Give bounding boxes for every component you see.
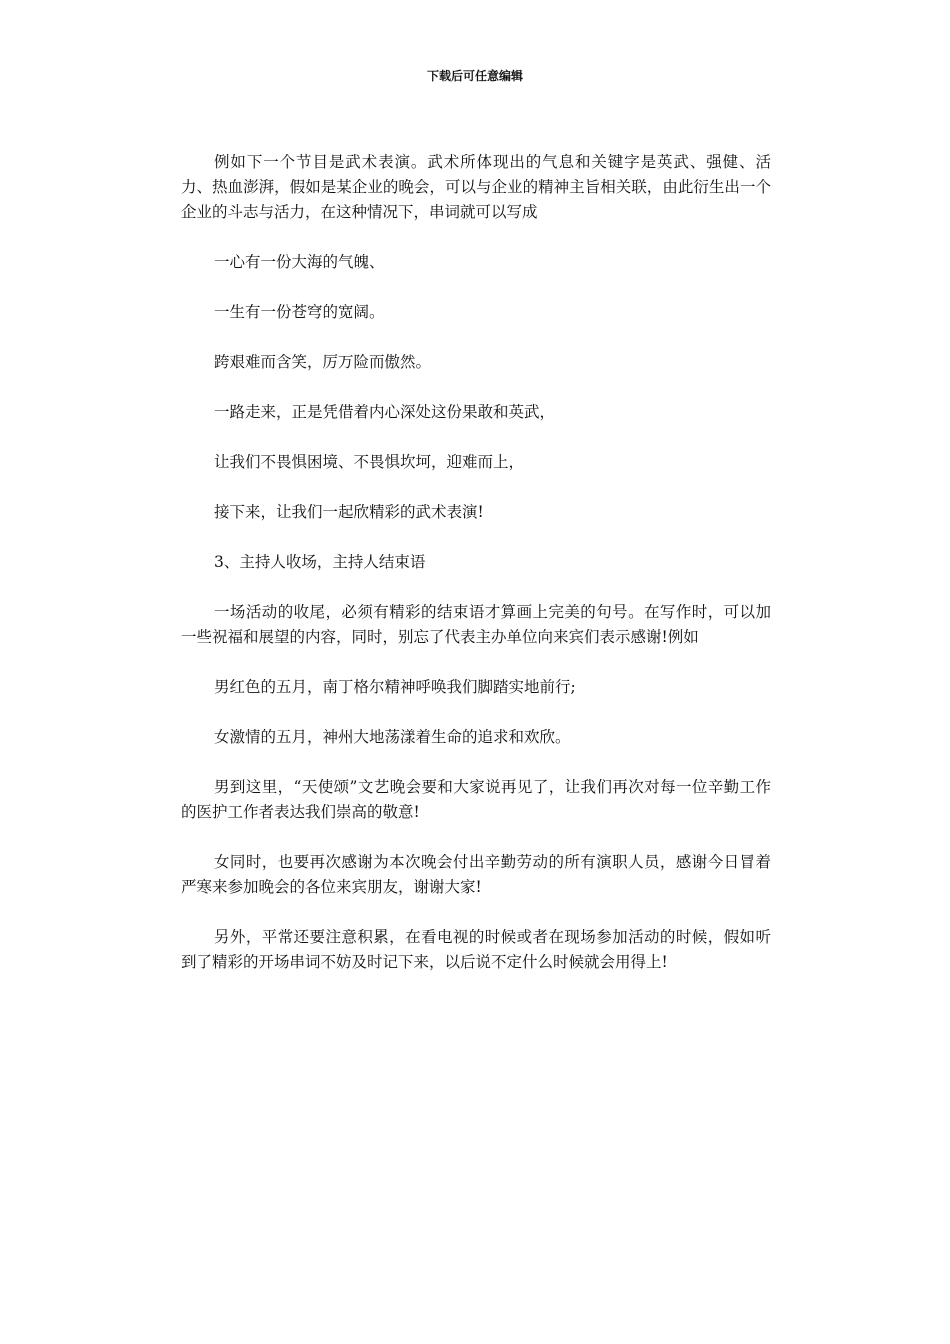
page-header: 下载后可任意编辑 bbox=[426, 69, 523, 83]
paragraph-verse-1: 一心有一份大海的气魄、 bbox=[214, 253, 385, 271]
document-body bbox=[181, 150, 771, 1000]
paragraph-male-host-2: 男到这里，“天使颂”文艺晚会要和大家说再见了，让我们再次对每一位辛勤工作的医护工作者表达我们崇高的敬意! bbox=[181, 778, 771, 821]
section-heading-closing: 3、主持人收场，主持人结束语 bbox=[214, 553, 426, 571]
paragraph-verse-5: 让我们不畏惧困境、不畏惧坎坷，迎难而上， bbox=[214, 453, 525, 471]
paragraph-verse-6: 接下来，让我们一起欣精彩的武术表演! bbox=[214, 503, 484, 521]
paragraph-female-host-2: 女同时，也要再次感谢为本次晚会付出辛勤劳动的所有演职人员，感谢今日冒着严寒来参加晚会的各位来宾朋友，谢谢大家! bbox=[181, 853, 771, 896]
paragraph-verse-4: 一路走来，正是凭借着内心深处这份果敢和英武， bbox=[214, 403, 556, 421]
paragraph-male-host-1: 男红色的五月，南丁格尔精神呼唤我们脚踏实地前行; bbox=[214, 678, 576, 696]
paragraph-female-host-1: 女激情的五月，神州大地荡漾着生命的追求和欢欣。 bbox=[214, 728, 571, 746]
paragraph-tips: 另外，平常还要注意积累，在看电视的时候或者在现场参加活动的时候，假如听到了精彩的开场串词不妨及时记下来，以后说不定什么时候就会用得上! bbox=[181, 928, 771, 971]
paragraph-martial-arts-intro: 例如下一个节目是武术表演。武术所体现出的气息和关键字是英武、强健、活力、热血澎湃，假如是某企业的晚会，可以与企业的精神主旨相关联，由此衍生出一个企业的斗志与活力，在这种情况下，串词就可以写成 bbox=[181, 153, 771, 221]
paragraph-closing-intro: 一场活动的收尾，必须有精彩的结束语才算画上完美的句号。在写作时，可以加一些祝福和展望的内容，同时，别忘了代表主办单位向来宾们表示感谢!例如 bbox=[181, 603, 771, 646]
paragraph-verse-2: 一生有一份苍穹的宽阔。 bbox=[214, 303, 385, 321]
paragraph-verse-3: 跨艰难而含笑，厉万险而傲然。 bbox=[214, 353, 432, 371]
